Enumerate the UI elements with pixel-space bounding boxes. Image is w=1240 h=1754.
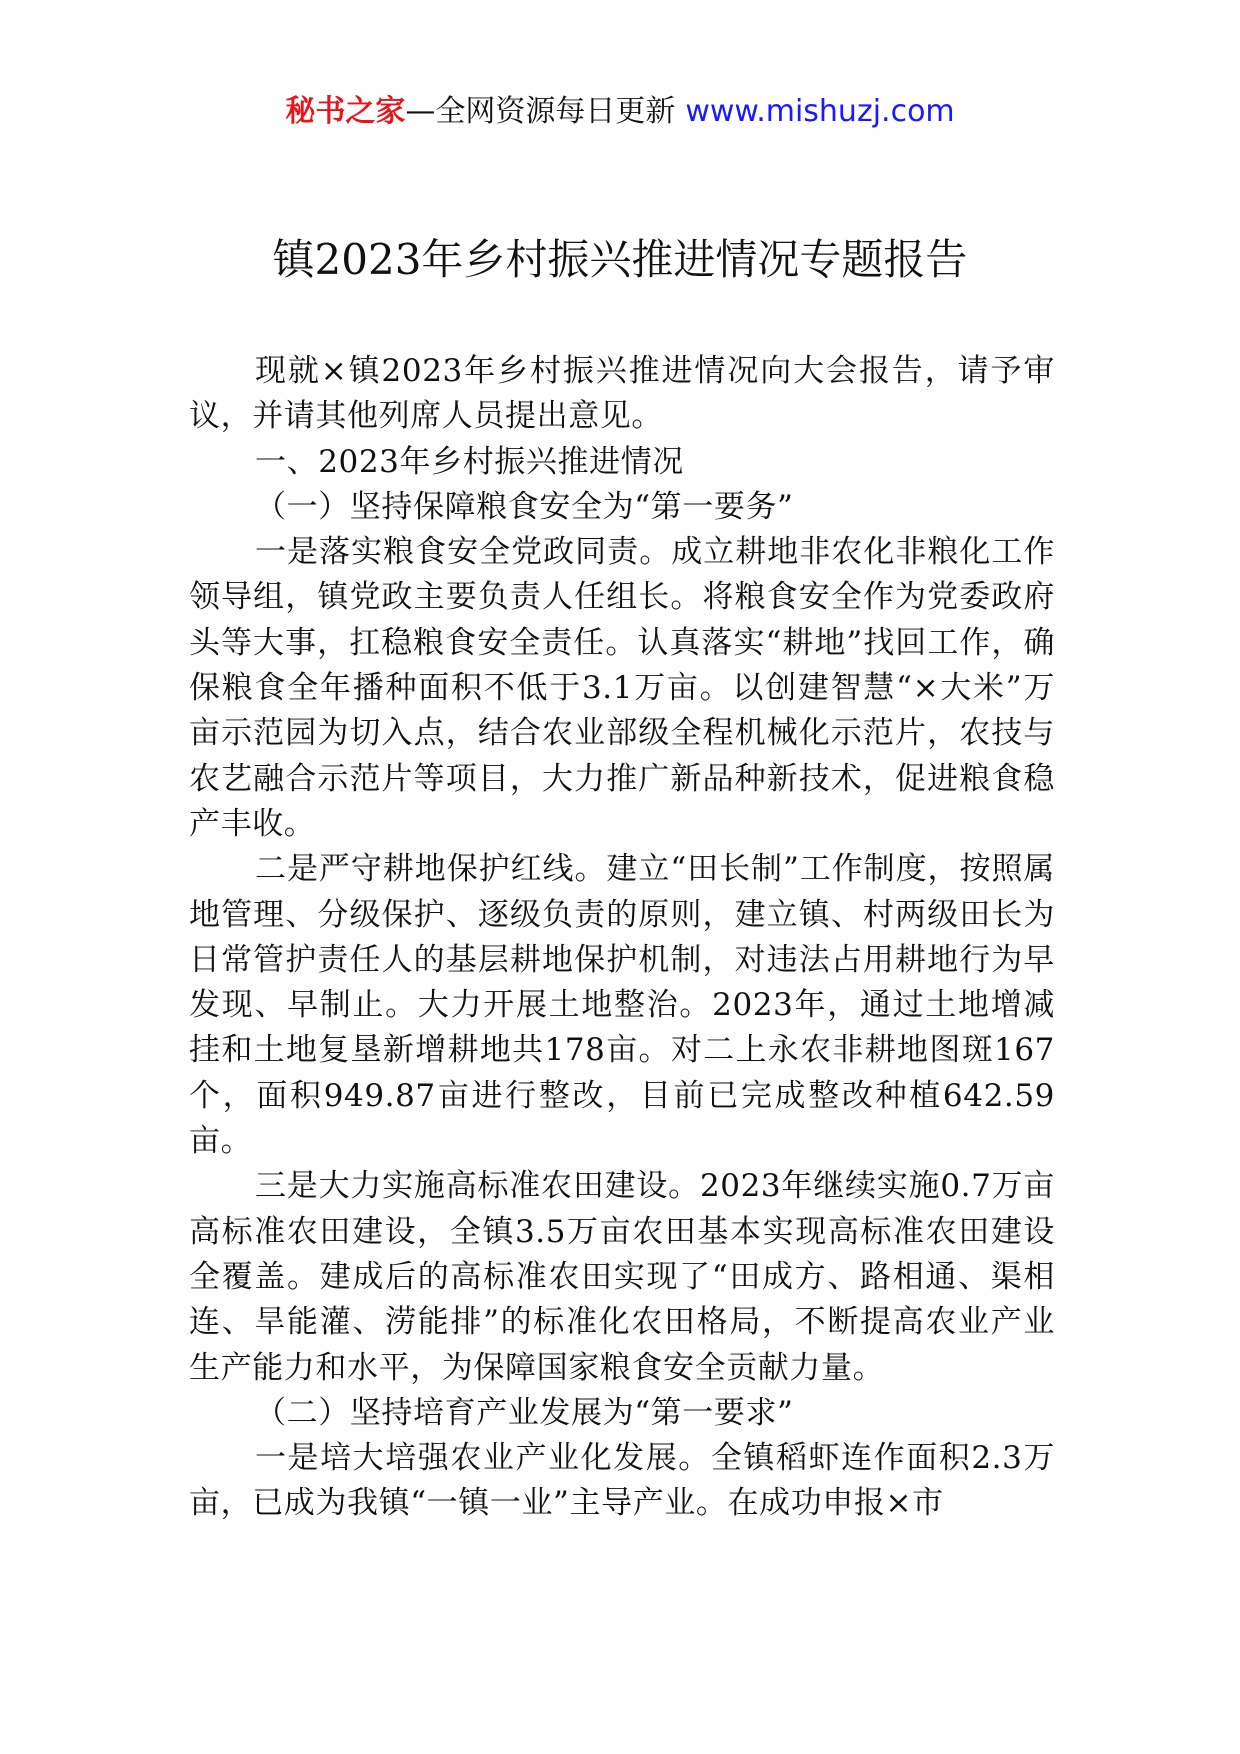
paragraph-grain-security: 一是落实粮食安全党政同责。成立耕地非农化非粮化工作领导组，镇党政主要负责人任组长。将粮食安全作为党委政府头等大事，扛稳粮食安全责任。认真落实“耕地”找回工作，确保粮食全年播种面积不低于3.1万亩。以创建智慧“×大米”万亩示范园为切入点，结合农业部级全程机械化示范片，农技与农艺融合示范片等项目，大力推广新品种新技术，促进粮食稳产丰收。 <box>189 534 1055 842</box>
section-heading-1: 一、2023年乡村振兴推进情况 <box>255 443 684 480</box>
paragraph-high-standard-farmland: 三是大力实施高标准农田建设。2023年继续实施0.7万亩高标准农田建设，全镇3.5万亩农田基本实现高标准农田建设全覆盖。建成后的高标准农田实现了“田成方、路相通、渠相连、旱能灌、涝能排”的标准化农田格局，不断提高农业产业生产能力和水平，为保障国家粮食安全贡献力量。 <box>189 1168 1055 1386</box>
paragraph-industry-development: 一是培大培强农业产业化发展。全镇稻虾连作面积2.3万亩，已成为我镇“一镇一业”主导产业。在成功申报×市 <box>189 1440 1055 1522</box>
paragraph-intro: 现就×镇2023年乡村振兴推进情况向大会报告，请予审议，并请其他列席人员提出意见。 <box>189 353 1055 435</box>
paragraph-farmland-protection: 二是严守耕地保护红线。建立“田长制”工作制度，按照属地管理、分级保护、逐级负责的原则，建立镇、村两级田长为日常管护责任人的基层耕地保护机制，对违法占用耕地行为早发现、早制止。大力开展土地整治。2023年，通过土地增减挂和土地复垦新增耕地共178亩。对二上永农非耕地图斑167个，面积949.87亩进行整改，目前已完成整改种植642.59亩。 <box>189 851 1055 1160</box>
header-slogan: —全网资源每日更新 <box>405 94 676 129</box>
document-body <box>189 349 1055 1527</box>
subsection-heading-1: （一）坚持保障粮食安全为“第一要务” <box>255 488 794 525</box>
site-url-link[interactable]: www.mishuzj.com <box>685 94 955 129</box>
document-title: 镇2023年乡村振兴推进情况专题报告 <box>272 235 968 284</box>
brand-name: 秘书之家 <box>285 94 406 129</box>
site-header <box>0 92 1240 132</box>
subsection-heading-2: （二）坚持培育产业发展为“第一要求” <box>255 1394 794 1431</box>
